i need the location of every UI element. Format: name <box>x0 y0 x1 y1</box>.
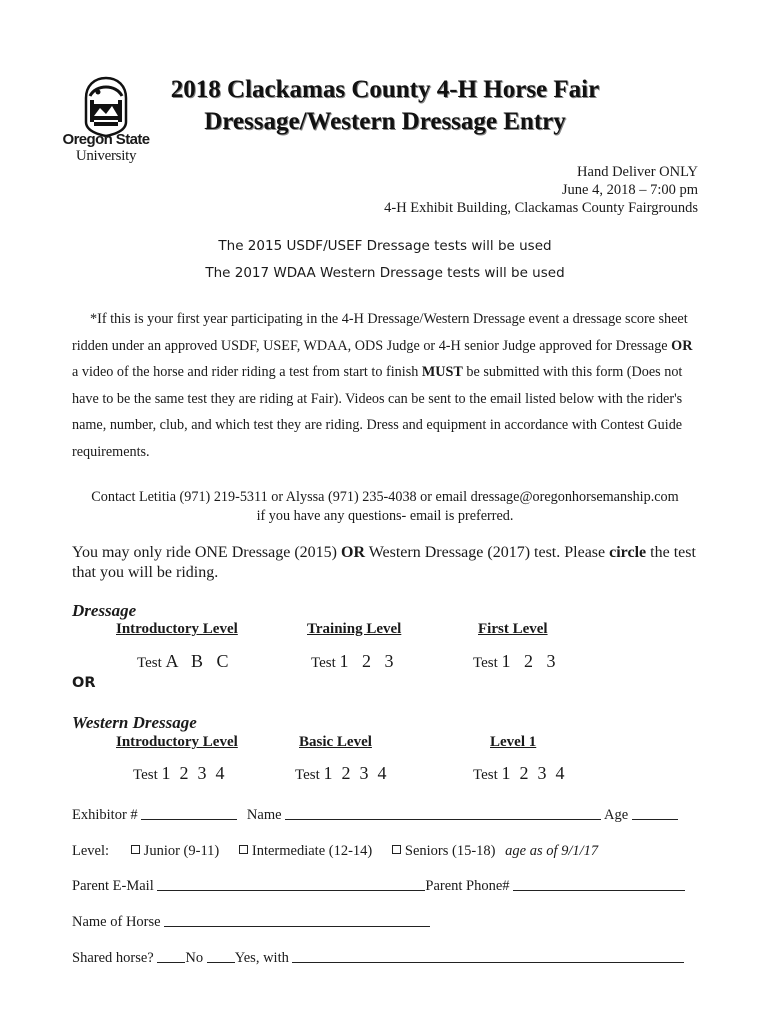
dressage-first-level: First Level <box>478 621 548 637</box>
dressage-first-tests[interactable] <box>473 651 556 672</box>
test-options[interactable]: 1 2 3 4 <box>323 763 387 783</box>
junior-option[interactable] <box>131 843 220 859</box>
delivery-line-3: 4-H Exhibit Building, Clackamas County Fairgrounds <box>384 200 698 216</box>
test-options[interactable]: 1 2 3 <box>339 651 394 671</box>
dressage-heading: Dressage <box>72 601 137 620</box>
instructions-text-1: You may only ride ONE Dressage (2015) <box>72 544 341 561</box>
test-options[interactable]: 1 2 3 <box>501 651 556 671</box>
tests-notice-1: The 2015 USDF/USEF Dressage tests will be used <box>218 238 552 254</box>
first-year-text-1: *If this is your first year participating in the 4-H Dressage/Western Dressage event a dressage score sheet ridden under an approved USDF, USEF, WDAA, ODS Judge or 4-H senior Judge approved for Dressage <box>72 311 688 354</box>
age-note: age as of 9/1/17 <box>505 843 599 859</box>
western-intro-tests[interactable] <box>133 763 225 784</box>
first-year-must: MUST <box>421 364 463 380</box>
shared-label: Shared horse? <box>72 950 154 966</box>
title-line-2: Dressage/Western Dressage Entry <box>204 108 566 135</box>
instructions <box>72 543 702 583</box>
test-options[interactable]: 1 2 3 4 <box>501 763 565 783</box>
no-label: No <box>185 950 204 966</box>
parent-phone-field[interactable] <box>513 878 685 891</box>
horse-name-field[interactable] <box>164 914 430 927</box>
instructions-or: OR <box>341 544 365 561</box>
test-options[interactable]: A B C <box>165 651 229 671</box>
level-row <box>72 843 598 860</box>
exhibitor-row <box>72 807 678 824</box>
dressage-training-tests[interactable] <box>311 651 394 672</box>
title-line-1: 2018 Clackamas County 4-H Horse Fair <box>170 76 600 103</box>
seniors-label: Seniors (15-18) <box>404 843 496 859</box>
western-level1-tests[interactable] <box>473 763 565 784</box>
dressage-training-level: Training Level <box>307 621 402 637</box>
osu-university: University <box>75 148 137 164</box>
osu-name-line1: Oregon State <box>62 131 150 148</box>
test-prefix: Test <box>473 655 498 671</box>
horse-label: Name of Horse <box>72 914 161 930</box>
parent-phone-label: Parent Phone# <box>425 878 510 894</box>
test-prefix: Test <box>473 767 498 783</box>
shared-row <box>72 950 684 967</box>
intermediate-option[interactable] <box>239 843 372 859</box>
age-field[interactable] <box>632 807 678 820</box>
first-year-or: OR <box>671 337 693 354</box>
tests-notice-2: The 2017 WDAA Western Dressage tests will be used <box>205 265 565 281</box>
name-label: Name <box>246 807 282 823</box>
age-label: Age <box>603 807 629 823</box>
test-prefix: Test <box>311 655 336 671</box>
horse-row <box>72 914 430 931</box>
junior-label: Junior (9-11) <box>143 843 220 859</box>
dressage-intro-tests[interactable] <box>137 651 229 672</box>
level-label: Level: <box>72 843 110 859</box>
shared-with-field[interactable] <box>292 950 684 963</box>
seniors-checkbox[interactable] <box>392 845 401 854</box>
first-year-paragraph <box>72 306 702 465</box>
first-year-text-3: be submitted with this form (Does not have to be the same test they are riding at Fair). Videos can be sent to the email listed below with the rider's name, number, club, and which test they are riding. Dress and equipment in accordance with Contest Guide requirements. <box>72 364 683 460</box>
first-year-text-2: a video of the horse and rider riding a test from start to finish <box>72 364 422 380</box>
western-heading: Western Dressage <box>72 713 197 732</box>
intermediate-label: Intermediate (12-14) <box>251 843 373 859</box>
test-prefix: Test <box>133 767 158 783</box>
western-basic-tests[interactable] <box>295 763 387 784</box>
parent-email-field[interactable] <box>157 878 425 891</box>
test-options[interactable]: 1 2 3 4 <box>161 763 225 783</box>
contact-line-2: if you have any questions- email is preferred. <box>256 508 514 524</box>
western-level-1: Level 1 <box>490 734 537 750</box>
test-prefix: Test <box>295 767 320 783</box>
exhibitor-label: Exhibitor # <box>72 807 138 823</box>
delivery-line-2: June 4, 2018 – 7:00 pm <box>561 182 698 198</box>
instructions-circle: circle <box>609 544 647 561</box>
intermediate-checkbox[interactable] <box>239 845 248 854</box>
shared-no-field[interactable] <box>157 950 185 963</box>
exhibitor-number-field[interactable] <box>141 807 237 820</box>
test-prefix: Test <box>137 655 162 671</box>
western-basic-level: Basic Level <box>299 734 372 750</box>
contact-block <box>72 488 698 526</box>
instructions-text-3: the test that you will be riding. <box>72 544 696 581</box>
contact-line-1: Contact Letitia (971) 219-5311 or Alyssa (971) 235-4038 or email dressage@oregonhorsemanship.com <box>91 489 679 505</box>
name-field[interactable] <box>285 807 601 820</box>
dressage-intro-level: Introductory Level <box>116 621 238 637</box>
yes-label: Yes, with <box>234 950 289 966</box>
instructions-text-2: Western Dressage (2017) test. Please <box>365 544 610 561</box>
junior-checkbox[interactable] <box>131 845 140 854</box>
parent-email-label: Parent E-Mail <box>72 878 154 894</box>
shared-yes-field[interactable] <box>207 950 235 963</box>
seniors-option[interactable] <box>392 843 496 859</box>
western-intro-level: Introductory Level <box>116 734 238 750</box>
or-separator: OR <box>72 675 96 691</box>
delivery-line-1: Hand Deliver ONLY <box>577 164 698 180</box>
parent-row <box>72 878 685 895</box>
